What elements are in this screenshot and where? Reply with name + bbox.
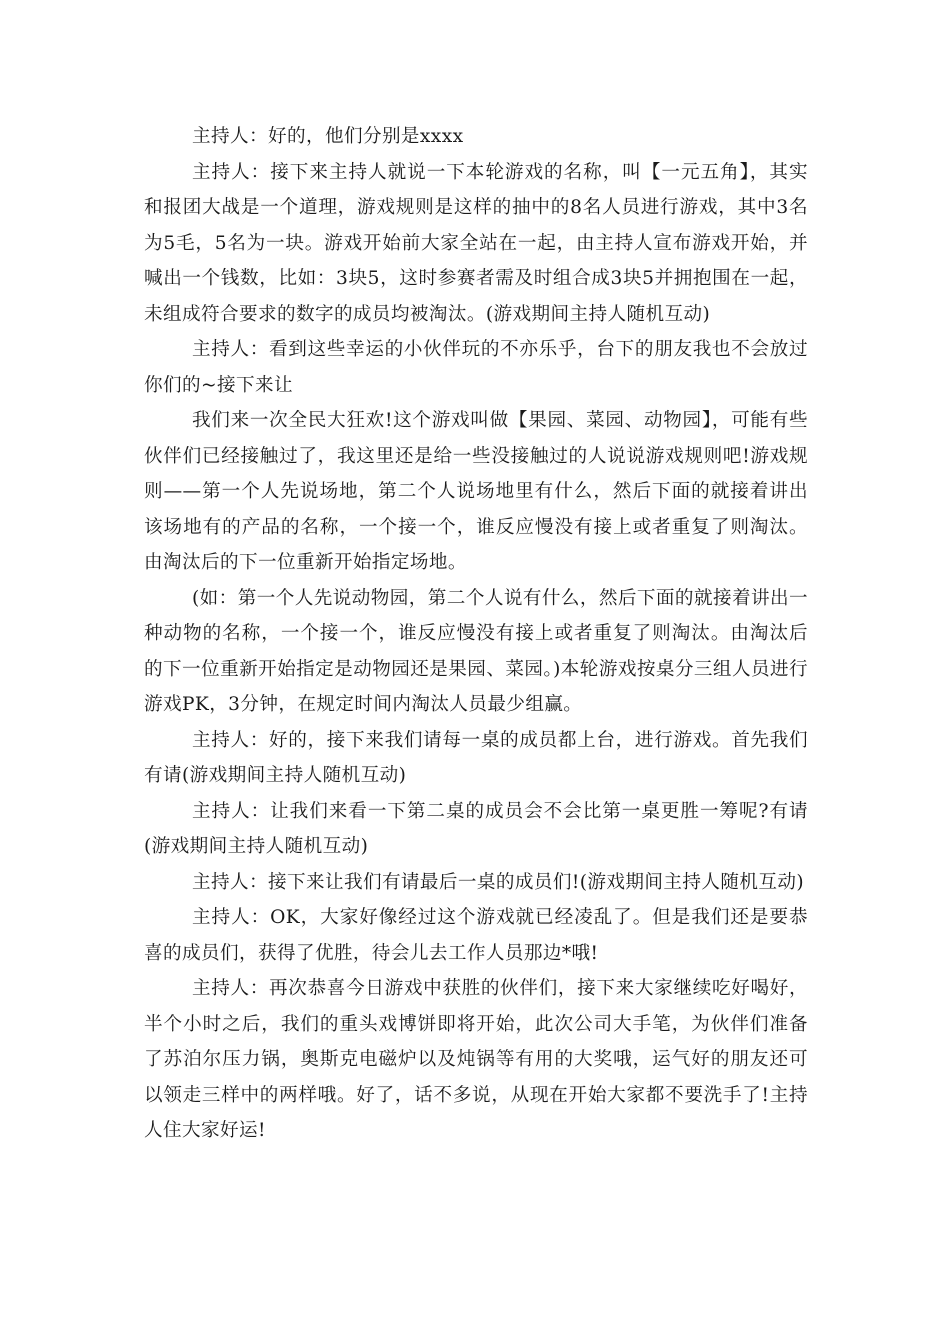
paragraph-1: 主持人：好的，他们分别是xxxx xyxy=(192,126,464,147)
paragraph-2: 主持人：接下来主持人就说一下本轮游戏的名称，叫【一元五角】，其实和报团大战是一个道理，游戏规则是这样的抽中的8名人员进行游戏，其中3名为5毛，5名为一块。游戏开始前大家全站在一起，由主持人宣布游戏开始，并喊出一个钱数，比如：3块5，这时参赛者需及时组合成3块5并拥抱围在一起，未组成符合要求的数字的成员均被淘汰。(游戏期间主持人随机互动) xyxy=(144,161,808,325)
paragraph-8: 主持人：接下来让我们有请最后一桌的成员们!(游戏期间主持人随机互动) xyxy=(192,871,804,893)
paragraph-7: 主持人：让我们来看一下第二桌的成员会不会比第一桌更胜一筹呢?有请(游戏期间主持人随机互动) xyxy=(144,800,808,857)
paragraph-4: 我们来一次全民大狂欢!这个游戏叫做【果园、菜园、动物园】，可能有些伙伴们已经接触过了，我这里还是给一些没接触过的人说说游戏规则吧!游戏规则——第一个人先说场地，第二个人说场地里有什么，然后下面的就接着讲出该场地有的产品的名称，一个接一个，谁反应慢没有接上或者重复了则淘汰。由淘汰后的下一位重新开始指定场地。 xyxy=(144,410,808,573)
document-body xyxy=(144,119,808,1149)
paragraph-5: (如：第一个人先说动物园，第二个人说有什么，然后下面的就接着讲出一种动物的名称，一个接一个，谁反应慢没有接上或者重复了则淘汰。由淘汰后的下一位重新开始指定是动物园还是果园、菜园。)本轮游戏按桌分三组人员进行游戏PK，3分钟，在规定时间内淘汰人员最少组赢。 xyxy=(144,587,808,715)
paragraph-6: 主持人：好的，接下来我们请每一桌的成员都上台，进行游戏。首先我们有请(游戏期间主持人随机互动) xyxy=(144,729,808,786)
paragraph-10: 主持人：再次恭喜今日游戏中获胜的伙伴们，接下来大家继续吃好喝好，半个小时之后，我们的重头戏博饼即将开始，此次公司大手笔，为伙伴们准备了苏泊尔压力锅，奥斯克电磁炉以及炖锅等有用的大奖哦，运气好的朋友还可以领走三样中的两样哦。好了，话不多说，从现在开始大家都不要洗手了!主持人住大家好运! xyxy=(144,978,808,1141)
paragraph-9: 主持人：OK，大家好像经过这个游戏就已经凌乱了。但是我们还是要恭喜的成员们，获得了优胜，待会儿去工作人员那边*哦! xyxy=(144,907,808,964)
paragraph-3: 主持人：看到这些幸运的小伙伴玩的不亦乐乎，台下的朋友我也不会放过你们的~接下来让 xyxy=(144,339,808,396)
